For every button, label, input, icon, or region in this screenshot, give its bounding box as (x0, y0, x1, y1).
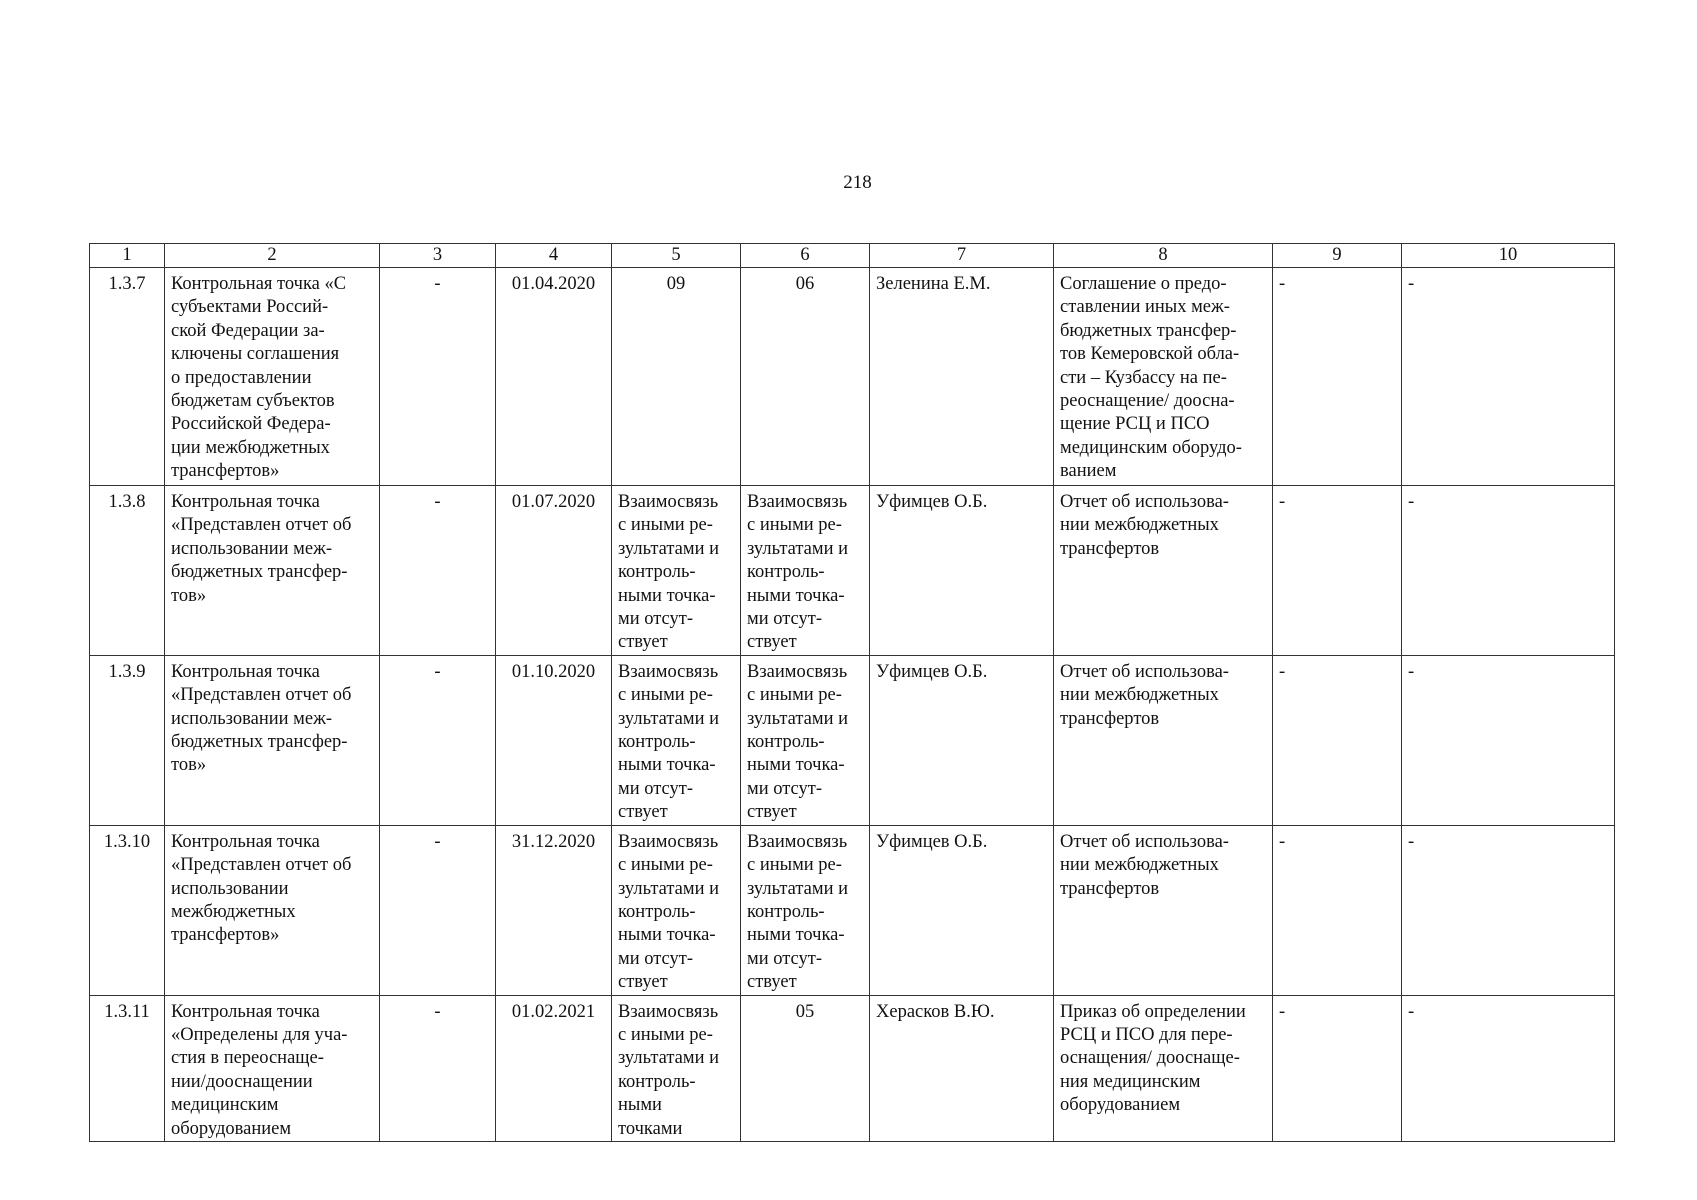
responsible-person: Уфимцев О.Б. (876, 492, 988, 512)
col6-value: Взаимосвязь с иными ре- зультатами и контроль- ными точка- ми отсут- ствует (747, 492, 849, 653)
page-number: 218 (843, 172, 872, 193)
header-col-1: 1 (90, 244, 165, 268)
col5-value: Взаимосвязь с иными ре- зультатами и контроль- ными точка- ми отсут- ствует (618, 492, 720, 653)
header-col-4: 4 (496, 244, 612, 268)
table-row (90, 655, 1615, 825)
header-col-2: 2 (165, 244, 380, 268)
col3-value: - (434, 274, 441, 294)
col10-value: - (1408, 831, 1415, 852)
col3-value: - (434, 1001, 441, 1022)
date-value: 01.07.2020 (511, 492, 596, 512)
control-point-name: Контрольная точка «Представлен отчет об использовании меж- бюджетных трансфер- тов» (171, 492, 352, 606)
col3-value: - (434, 661, 441, 682)
header-col-7: 7 (870, 244, 1054, 268)
col9-value: - (1279, 1001, 1286, 1022)
date-value: 31.12.2020 (511, 831, 596, 852)
control-point-name: Контрольная точка «Представлен отчет об использовании меж- бюджетных трансфер- тов» (171, 661, 352, 776)
control-point-name: Контрольная точка «Определены для уча- стия в переоснаще- нии/дооснащении медицинским оборудованием (171, 1001, 348, 1139)
control-points-table (89, 243, 1615, 1142)
col10-value: - (1408, 492, 1415, 512)
row-number: 1.3.10 (103, 831, 151, 852)
col6-value: Взаимосвязь с иными ре- зультатами и контроль- ными точка- ми отсут- ствует (747, 661, 849, 823)
col10-value: - (1408, 274, 1415, 294)
responsible-person: Херасков В.Ю. (876, 1001, 995, 1022)
document-description: Приказ об определении РСЦ и ПСО для пере- оснащения/ дооснаще- ния медицинским оборудованием (1060, 1001, 1246, 1116)
col5-value: Взаимосвязь с иными ре- зультатами и контроль- ными точка- ми отсут- ствует (618, 661, 720, 823)
row-number: 1.3.11 (104, 1001, 150, 1022)
header-col-9: 9 (1273, 244, 1402, 268)
col3-value: - (434, 492, 441, 512)
header-col-10: 10 (1402, 244, 1615, 268)
col3-value: - (434, 831, 441, 852)
row-number: 1.3.8 (108, 492, 146, 512)
header-col-3: 3 (380, 244, 496, 268)
col10-value: - (1408, 661, 1415, 682)
table-row (90, 486, 1615, 656)
col9-value: - (1279, 831, 1286, 852)
col5-value: 09 (666, 274, 686, 294)
header-col-6: 6 (741, 244, 870, 268)
date-value: 01.04.2020 (511, 274, 596, 294)
col9-value: - (1279, 661, 1286, 682)
col5-value: Взаимосвязь с иными ре- зультатами и контроль- ными точками (618, 1001, 720, 1139)
header-col-5: 5 (612, 244, 741, 268)
col9-value: - (1279, 492, 1286, 512)
col6-value: 06 (795, 274, 815, 294)
table-row (90, 995, 1615, 1141)
date-value: 01.10.2020 (511, 661, 596, 682)
row-number: 1.3.9 (108, 661, 146, 682)
document-description: Отчет об использова- нии межбюджетных трансфертов (1060, 831, 1229, 899)
col5-value: Взаимосвязь с иными ре- зультатами и контроль- ными точка- ми отсут- ствует (618, 831, 720, 993)
responsible-person: Зеленина Е.М. (876, 274, 991, 294)
document-description: Соглашение о предо- ставлении иных меж- бюджетных трансфер- тов Кемеровской обла- сти – Кузбассу на пе- реоснащение/ доосна- щение РСЦ и ПСО медицинским оборудо- ванием (1060, 274, 1242, 482)
row-number: 1.3.7 (108, 274, 146, 294)
col9-value: - (1279, 274, 1286, 294)
responsible-person: Уфимцев О.Б. (876, 831, 988, 852)
header-col-8: 8 (1054, 244, 1273, 268)
document-description: Отчет об использова- нии межбюджетных трансфертов (1060, 492, 1229, 559)
col10-value: - (1408, 1001, 1415, 1022)
table-row (90, 825, 1615, 995)
document-description: Отчет об использова- нии межбюджетных трансфертов (1060, 661, 1229, 729)
control-point-name: Контрольная точка «С субъектами Россий- ской Федерации за- ключены соглашения о предоставлении бюджетам субъектов Российской Федера- ции межбюджетных трансфертов» (171, 274, 347, 482)
date-value: 01.02.2021 (511, 1001, 596, 1022)
col6-value: 05 (795, 1001, 815, 1022)
header-row (90, 244, 1615, 268)
control-point-name: Контрольная точка «Представлен отчет об использовании межбюджетных трансфертов» (171, 831, 352, 946)
table-row (90, 268, 1615, 486)
responsible-person: Уфимцев О.Б. (876, 661, 988, 682)
col6-value: Взаимосвязь с иными ре- зультатами и контроль- ными точка- ми отсут- ствует (747, 831, 849, 993)
